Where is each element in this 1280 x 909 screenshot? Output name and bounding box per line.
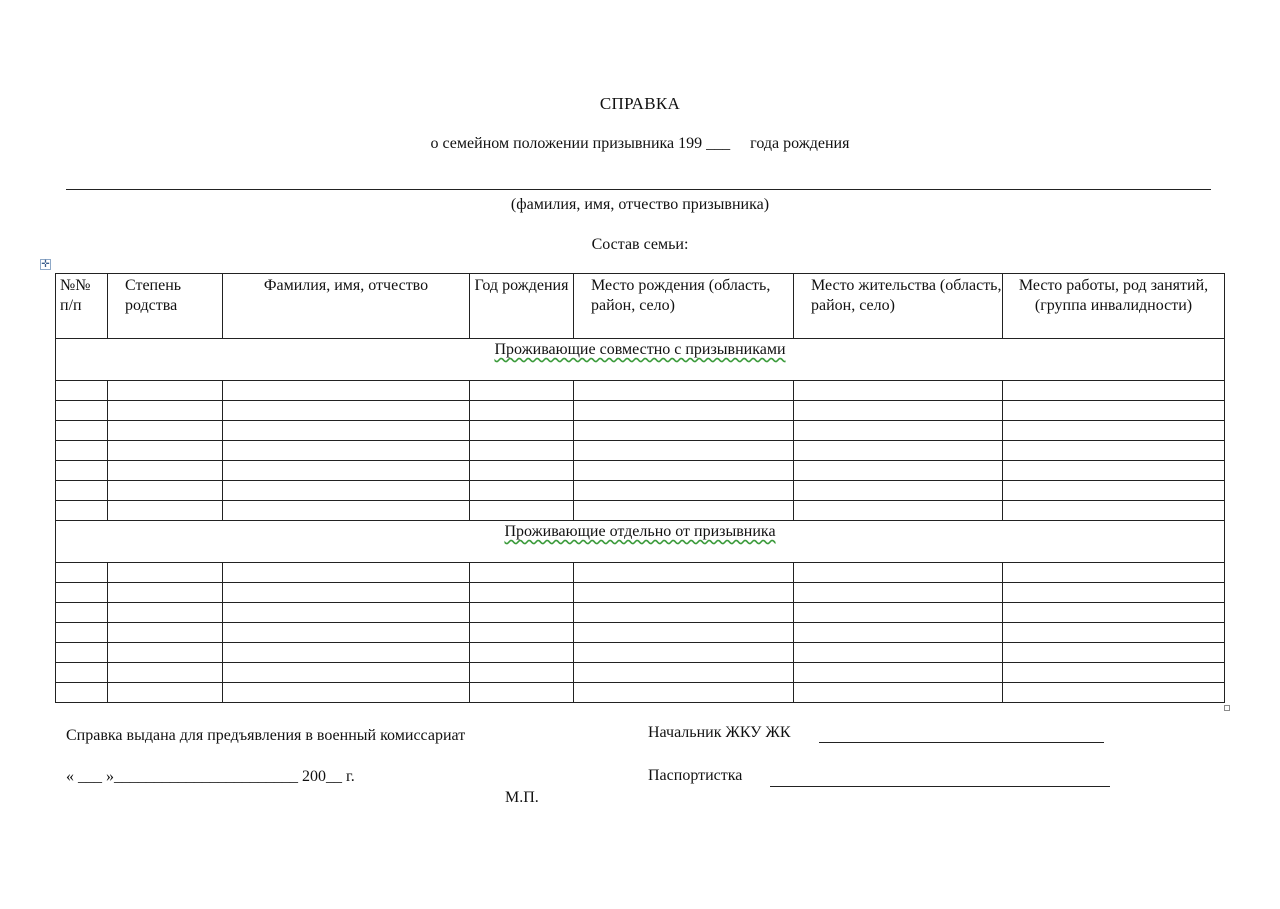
family-heading: Состав семьи: <box>591 236 689 253</box>
date-line[interactable]: « ___ »_______________________ 200__ г. <box>66 768 355 785</box>
header-birthplace <box>574 274 794 339</box>
header-residence-label: Место жительства (область, район, село) <box>811 277 1002 314</box>
document-title: СПРАВКА <box>599 94 681 113</box>
table-row <box>56 501 1225 521</box>
name-caption: (фамилия, имя, отчество призывника) <box>510 196 770 213</box>
header-birth-year <box>470 274 574 339</box>
table-row <box>56 663 1225 683</box>
header-workplace <box>1003 274 1225 339</box>
section-separate-label: Проживающие отдельно от призывника <box>504 523 776 540</box>
table-resize-handle-icon[interactable] <box>1224 705 1230 711</box>
family-table <box>55 273 1225 703</box>
header-residence <box>794 274 1003 339</box>
table-row <box>56 421 1225 441</box>
table-row <box>56 643 1225 663</box>
issued-for-text: Справка выдана для предъявления в военный комиссариат <box>66 727 466 744</box>
section-separate <box>56 521 1225 563</box>
header-relation-label: Степень родства <box>125 277 182 314</box>
table-row <box>56 623 1225 643</box>
header-relation <box>108 274 223 339</box>
table-row <box>56 683 1225 703</box>
header-birthplace-label: Место рождения (область, район, село) <box>591 277 771 314</box>
section-together <box>56 339 1225 381</box>
chief-label: Начальник ЖКУ ЖК <box>648 724 791 741</box>
header-full-name-label: Фамилия, имя, отчество <box>263 277 429 294</box>
table-move-handle-icon[interactable]: ✛ <box>41 259 50 270</box>
passport-officer-label: Паспортистка <box>648 767 743 784</box>
name-fill-line[interactable] <box>66 189 1211 190</box>
table-row <box>56 481 1225 501</box>
table-row <box>56 563 1225 583</box>
table-row <box>56 603 1225 623</box>
chief-signature-line[interactable] <box>819 742 1104 743</box>
stamp-label: М.П. <box>505 789 539 806</box>
table-row <box>56 583 1225 603</box>
section-row-together <box>56 339 1225 381</box>
table-row <box>56 381 1225 401</box>
passport-signature-line[interactable] <box>770 786 1110 787</box>
header-number-label: №№ п/п <box>60 277 91 314</box>
header-number <box>56 274 108 339</box>
document-subtitle: о семейном положении призывника 199 ___ года рождения <box>430 135 850 152</box>
header-full-name <box>223 274 470 339</box>
table-row <box>56 401 1225 421</box>
section-together-label: Проживающие совместно с призывниками <box>494 341 786 358</box>
header-birth-year-label: Год рождения <box>474 277 569 294</box>
table-row <box>56 441 1225 461</box>
header-workplace-label: Место работы, род занятий, (группа инвалидности) <box>1018 277 1209 314</box>
section-row-separate <box>56 521 1225 563</box>
table-row <box>56 461 1225 481</box>
table-header-row <box>56 274 1225 339</box>
